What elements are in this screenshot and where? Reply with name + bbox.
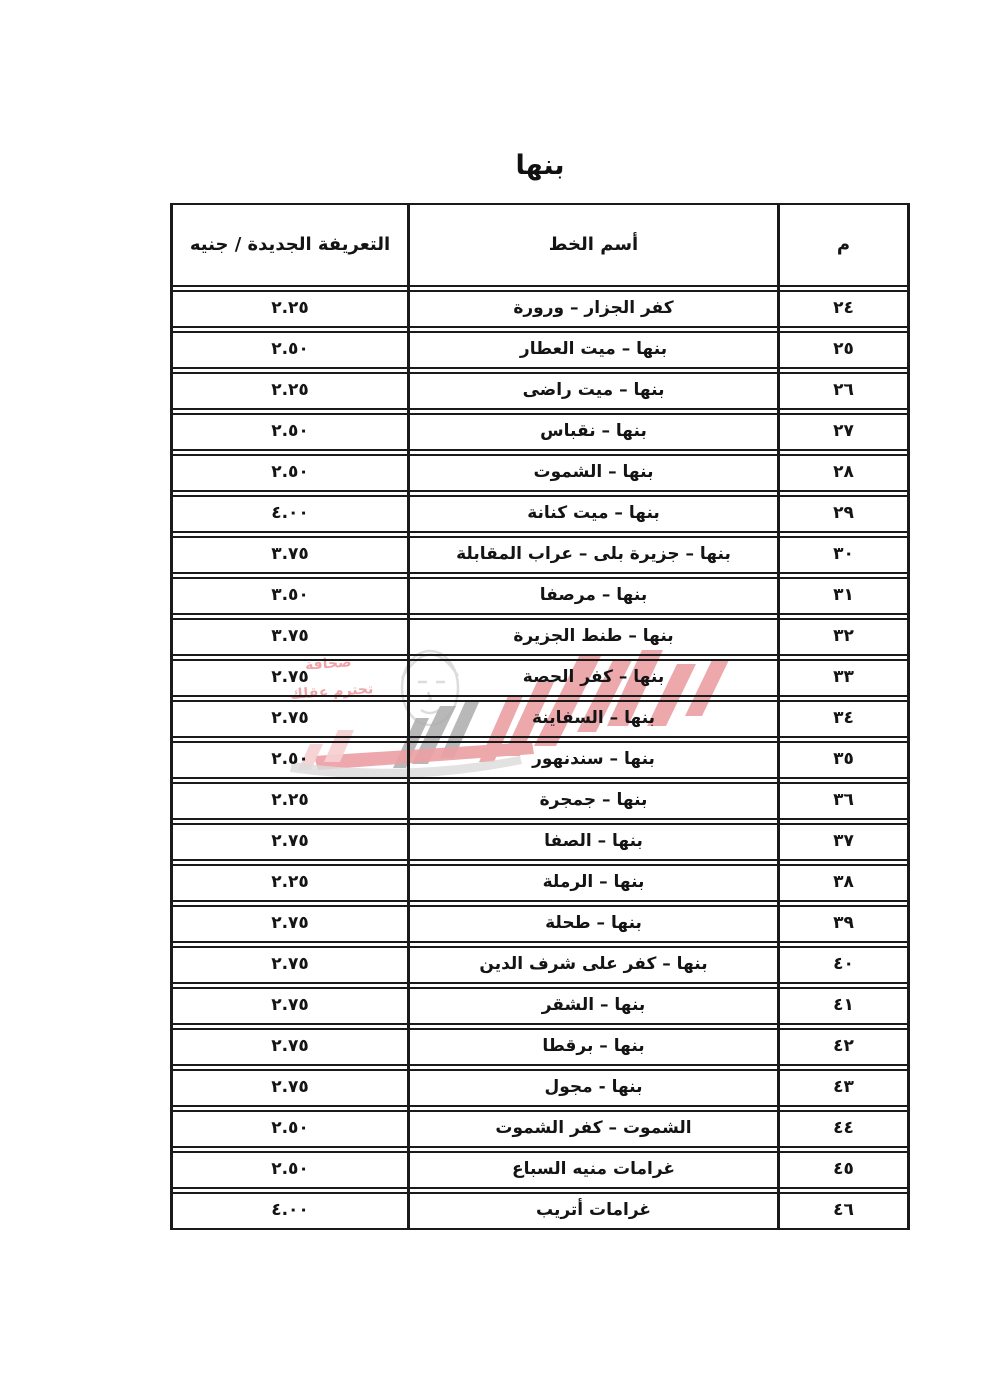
fare-value-cell: ٣.٧٥ [271,544,309,565]
row-index-cell: ٣٠ [833,544,854,565]
route-name-cell: بنها – الشقر [541,995,646,1016]
row-index-cell: ٣٦ [833,790,854,811]
route-name-cell: بنها – طنط الجزيرة [513,626,674,647]
route-name-cell: بنها – كفر الحصة [522,667,665,688]
route-name-cell: الشموت – كفر الشموت [495,1118,692,1139]
column-divider-fare [407,203,410,1230]
table-row [173,536,907,574]
fare-value-cell: ٢.٥٠ [271,1159,309,1180]
fare-value-cell: ٢.٧٥ [271,1077,309,1098]
row-index-cell: ٢٧ [833,421,854,442]
table-row [173,659,907,697]
header-route-name: أسم الخط [548,233,639,255]
fare-value-cell: ٤.٠٠ [271,1200,309,1221]
row-index-cell: ٤٥ [833,1159,854,1180]
fare-value-cell: ٣.٥٠ [271,585,309,606]
row-index-cell: ٣٤ [833,708,854,729]
route-name-cell: بنها – طحلة [545,913,642,934]
route-name-cell: بنها – ميت راضى [522,380,665,401]
row-index-cell: ٢٨ [833,462,854,483]
table-row [173,782,907,820]
route-name-cell: بنها – مرصفا [539,585,648,606]
row-index-cell: ٣٧ [833,831,854,852]
fares-table [170,203,910,1230]
row-index-cell: ٤٣ [833,1077,854,1098]
header-new-fare: التعريفة الجديدة / جنيه [189,233,391,255]
table-body [173,290,907,1230]
route-name-cell: بنها – سندنهور [532,749,655,770]
route-name-cell: بنها – الشموت [533,462,654,483]
table-header-row [173,203,907,287]
table-row [173,495,907,533]
route-name-cell: بنها – ميت كنانة [527,503,660,524]
table-row [173,741,907,779]
route-name-cell: بنها - مجول [544,1077,643,1098]
table-row [173,700,907,738]
fare-value-cell: ٣.٧٥ [271,626,309,647]
route-name-cell: غرامات أتريب [535,1200,652,1221]
table-row [173,864,907,902]
table-row [173,1069,907,1107]
table-row [173,1110,907,1148]
route-name-cell: كفر الجزار – ورورة [513,298,674,319]
fare-value-cell: ٢.٥٠ [271,462,309,483]
fare-value-cell: ٤.٠٠ [271,503,309,524]
route-name-cell: غرامات منيه السباع [512,1159,676,1180]
table-row [173,413,907,451]
row-index-cell: ٢٩ [833,503,854,524]
row-index-cell: ٣٩ [833,913,854,934]
fare-value-cell: ٢.٢٥ [271,872,309,893]
fare-value-cell: ٢.٧٥ [271,667,309,688]
watermark-slogan-bottom: تحترم عقلك [289,681,374,703]
row-index-cell: ٤٦ [833,1200,854,1221]
watermark-slogan-top: صحافة [304,654,353,674]
table-row [173,372,907,410]
fare-value-cell: ٢.٥٠ [271,421,309,442]
table-row [173,905,907,943]
fare-value-cell: ٢.٧٥ [271,913,309,934]
route-name-cell: بنها – الرملة [542,872,645,893]
route-name-cell: بنها – نقباس [540,421,647,442]
column-divider-index [777,203,780,1230]
fare-value-cell: ٢.٢٥ [271,380,309,401]
fare-value-cell: ٢.٧٥ [271,831,309,852]
table-row [173,946,907,984]
table-row [173,987,907,1025]
fare-value-cell: ٢.٧٥ [271,954,309,975]
fare-value-cell: ٢.٢٥ [271,790,309,811]
fare-value-cell: ٢.٥٠ [271,749,309,770]
table-row [173,577,907,615]
table-row [173,823,907,861]
fare-value-cell: ٢.٢٥ [271,298,309,319]
table-row [173,1028,907,1066]
table-row [173,618,907,656]
fare-value-cell: ٢.٥٠ [271,1118,309,1139]
page-title: بنها [515,150,565,181]
row-index-cell: ٢٥ [833,339,854,360]
row-index-cell: ٤٤ [833,1118,854,1139]
table-row [173,1192,907,1230]
route-name-cell: بنها – ميت العطار [519,339,668,360]
fare-value-cell: ٢.٥٠ [271,339,309,360]
row-index-cell: ٢٤ [833,298,854,319]
fare-value-cell: ٢.٧٥ [271,1036,309,1057]
table-row [173,290,907,328]
row-index-cell: ٢٦ [833,380,854,401]
route-name-cell: بنها – جمجرة [539,790,648,811]
row-index-cell: ٤١ [833,995,854,1016]
table-row [173,454,907,492]
row-index-cell: ٣٢ [833,626,854,647]
row-index-cell: ٣٨ [833,872,854,893]
route-name-cell: بنها – كفر على شرف الدين [479,954,708,975]
route-name-cell: بنها – الصفا [544,831,643,852]
row-index-cell: ٤٠ [833,954,854,975]
row-index-cell: ٤٢ [833,1036,854,1057]
table-row [173,1151,907,1189]
header-index: م [836,233,851,255]
route-name-cell: بنها – برقطا [542,1036,645,1057]
table-row [173,331,907,369]
route-name-cell: بنها – جزيرة بلى – عراب المقابلة [456,544,731,565]
route-name-cell: بنها – السفاينة [531,708,656,729]
row-index-cell: ٣٣ [833,667,854,688]
row-index-cell: ٣١ [833,585,854,606]
fare-value-cell: ٢.٧٥ [271,995,309,1016]
row-index-cell: ٣٥ [833,749,854,770]
fare-value-cell: ٢.٧٥ [271,708,309,729]
